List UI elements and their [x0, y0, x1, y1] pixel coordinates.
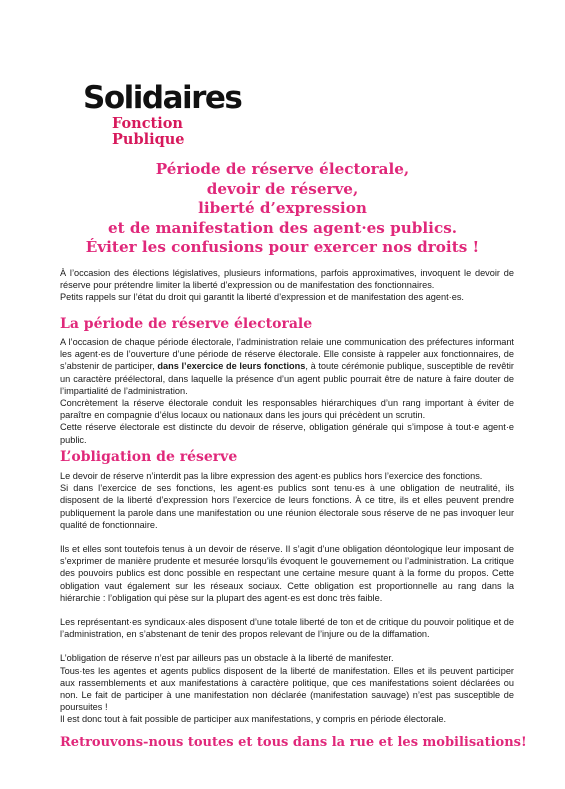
- logo-name: Solidaires: [83, 80, 242, 116]
- section1-text: A l’occasion de chaque période électorale, l’administration relaie une communication des préfectures informant les agent·es de l’ouverture d’une période de réserve électorale. Elle consiste à rappeler aux fonctionnaires, de s’abstenir de participer,: [60, 337, 514, 372]
- solidaires-logo: [83, 82, 243, 148]
- title-line: et de manifestation des agent·es publics.: [107, 218, 458, 237]
- section1-paragraph: [60, 336, 514, 397]
- title-line: Éviter les confusions pour exercer nos droits !: [85, 238, 480, 256]
- title-line: devoir de réserve,: [206, 179, 359, 198]
- title-line: liberté d’expression: [198, 199, 367, 217]
- intro-paragraph: À l’occasion des élections législatives, plusieurs informations, parfois approximatives, invoquent le devoir de réserve pour prétendre limiter la liberté d’expression ou de manifestation des fonctionnaires.: [60, 268, 514, 291]
- intro-text: [60, 267, 514, 304]
- document-title: [60, 160, 505, 258]
- section2-paragraph: Le devoir de réserve n’interdit pas la libre expression des agent·es publics hors l’exercice des fonctions.: [60, 471, 483, 481]
- section1-paragraph: Concrètement la réserve électorale conduit les responsables hiérarchiques d’un rang important à éviter de paraître en compagnie d’élus locaux ou nationaux dans les jours qui précèdent un scrutin.: [60, 398, 514, 421]
- section2-paragraph: Ils et elles sont toutefois tenus à un devoir de réserve. Il s’agit d’une obligation déontologique leur imposant de s’exprimer de manière prudente et mesurée lorsqu’ils évoquent le gouvernement ou l’administration. La critique des pouvoirs publics est donc possible en respectant une certaine mesure quant à la forme du propos. Cette obligation vaut également sur les réseaux sociaux. Cette obligation est proportionnelle au rang dans la hiérarchie : l’obligation qui pèse sur la plupart des agent·es est donc très faible.: [60, 544, 514, 603]
- spacer: [60, 640, 514, 652]
- section2-paragraph: Si dans l’exercice de ses fonctions, les agent·es publics sont tenu·es à une obligation de neutralité, ils disposent de la liberté d’expression hors l’exercice de leurs fonctions. À ce titre, ils et elles peuvent prendre publiquement la parole dans une manifestation ou une réunion électorale sous réserve de ne pas invoquer leur qualité de fonctionnaire.: [60, 483, 514, 530]
- section1-paragraph: Cette réserve électorale est distincte du devoir de réserve, obligation générale qui s’impose à tout·e agent·e public.: [60, 422, 514, 445]
- section-heading-reserve-electorale: La période de réserve électorale: [60, 316, 313, 332]
- section1-text: , à toute cérémonie publique, susceptible de revêtir un caractère préélectoral, dans laquelle la présence d’un agent public pourrait être de nature à faire douter de l’impartialité de l’administration.: [60, 361, 514, 396]
- spacer: [60, 531, 514, 543]
- section2-paragraph: Tous·tes les agentes et agents publics disposent de la liberté de manifestation. Elles et ils peuvent participer aux rassemblements et aux manifestations à caractère politique, que ces manifestations soient déclarées ou non. Le fait de participer à une manifestation non déclarée (manifestation sauvage) n’est pas susceptible de poursuites !: [60, 665, 514, 713]
- section1-bold-text: dans l’exercice de leurs fonctions: [157, 361, 306, 372]
- footer-call-to-action: Retrouvons-nous toutes et tous dans la rue et les mobilisations!: [60, 735, 527, 750]
- section2-paragraph: Les représentant·es syndicaux·ales disposent d’une totale liberté de ton et de critique du pouvoir politique et de l’administration, en s’abstenant de tenir des propos relevant de l’injure ou de la diffamation.: [60, 617, 514, 640]
- spacer: [60, 604, 514, 616]
- section1-body: [60, 336, 514, 446]
- title-line: Période de réserve électorale,: [155, 160, 410, 178]
- section2-body: [60, 470, 514, 726]
- section-heading-obligation-reserve: L’obligation de réserve: [60, 449, 238, 465]
- section2-paragraph: L’obligation de réserve n’est par ailleurs pas un obstacle à la liberté de manifester.: [60, 653, 394, 664]
- logo-subtitle: Fonction Publique: [112, 115, 185, 148]
- section2-paragraph: Il est donc tout à fait possible de participer aux manifestations, y compris en période électorale.: [60, 714, 447, 725]
- intro-paragraph: Petits rappels sur l’état du droit qui garantit la liberté d’expression et de manifestation des agent·es.: [60, 292, 464, 303]
